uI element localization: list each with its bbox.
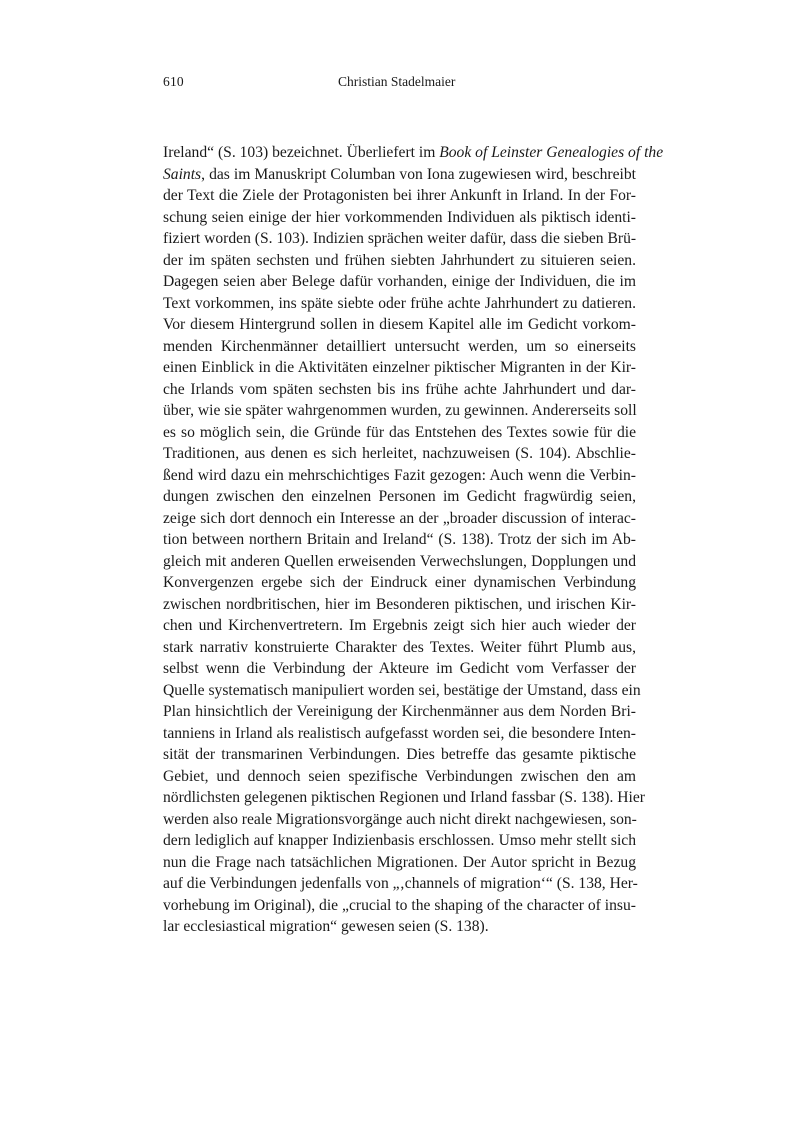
running-head-author: Christian Stadelmaier (338, 74, 456, 89)
text-line: che Irlands vom späten sechsten bis ins frühe achte Jahrhundert und dar- (163, 380, 636, 398)
text-line: Ireland“ (S. 103) bezeichnet. Überliefert im Book of Leinster Genealogies of the (163, 144, 664, 161)
text-line: sität der transmarinen Verbindungen. Dies betreffe das gesamte piktische (163, 746, 636, 763)
text-line: Text vorkommen, ins späte siebte oder frühe achte Jahrhundert zu datieren. (163, 294, 636, 312)
body-paragraph (163, 142, 664, 938)
text-line: nördlichsten gelegenen piktischen Regionen und Irland fassbar (S. 138). Hier (163, 789, 645, 806)
text-line: auf die Verbindungen jedenfalls von „‚channels of migration‘“ (S. 138, Her- (163, 875, 638, 892)
text-line: zwischen nordbritischen, hier im Besonderen piktischen, und irischen Kir- (163, 595, 636, 613)
text-line: menden Kirchenmänner detailliert untersucht werden, um so einerseits (163, 337, 636, 355)
text-line: nun die Frage nach tatsächlichen Migrationen. Der Autor spricht in Bezug (163, 853, 636, 871)
text-line: Traditionen, aus denen es sich herleitet, nachzuweisen (S. 104). Abschlie- (163, 445, 636, 462)
italic-title: Book of Leinster Genealogies of the (439, 144, 664, 161)
page-header (163, 74, 636, 94)
text-line: zeige sich dort dennoch ein Interesse an der „broader discussion of interac- (163, 509, 636, 527)
text-line: werden also reale Migrationsvorgänge auch nicht direkt nachgewiesen, son- (163, 810, 637, 828)
text-line: Saints, das im Manuskript Columban von Iona zugewiesen wird, beschreibt (163, 165, 636, 183)
text-line: tion between northern Britain and Ireland“ (S. 138). Trotz der sich im Ab- (163, 531, 636, 548)
text-line: dungen zwischen den einzelnen Personen im Gedicht fragwürdig seien, (163, 488, 636, 505)
page-number: 610 (163, 74, 184, 89)
text-line: stark narrativ konstruierte Charakter des Textes. Weiter führt Plumb aus, (163, 638, 636, 656)
text-line: Gebiet, und dennoch seien spezifische Verbindungen zwischen den am (163, 767, 636, 785)
text-line: chen und Kirchenvertretern. Im Ergebnis zeigt sich hier auch wieder der (163, 617, 636, 634)
text-line: es so möglich sein, die Gründe für das Entstehen des Textes sowie für die (163, 423, 636, 441)
text-line: selbst wenn die Verbindung der Akteure im Gedicht vom Verfasser der (163, 660, 636, 677)
text-line: ßend wird dazu ein mehrschichtiges Fazit gezogen: Auch wenn die Verbin- (163, 466, 636, 484)
text-line: Plan hinsichtlich der Vereinigung der Kirchenmänner aus dem Norden Bri- (163, 703, 636, 720)
text-line: über, wie sie später wahrgenommen wurden, zu gewinnen. Andererseits soll (163, 402, 637, 419)
text-line: der Text die Ziele der Protagonisten bei ihrer Ankunft in Irland. In der For- (163, 187, 636, 204)
text-line: einen Einblick in die Aktivitäten einzelner piktischer Migranten in der Kir- (163, 359, 636, 376)
italic-title: Saints (163, 165, 202, 183)
text-line: tanniens in Irland als realistisch aufgefasst worden sei, die besondere Inten- (163, 724, 636, 742)
text-line: fiziert worden (S. 103). Indizien sprächen weiter dafür, dass die sieben Brü- (163, 230, 637, 247)
text-line: vorhebung im Original), die „crucial to the shaping of the character of insu- (163, 896, 636, 914)
text-line: Dagegen seien aber Belege dafür vorhanden, einige der Individuen, die im (163, 273, 636, 290)
text-line: der im späten sechsten und frühen siebten Jahrhundert zu situieren seien. (163, 251, 636, 269)
text-line: Konvergenzen ergebe sich der Eindruck einer dynamischen Verbindung (163, 574, 636, 591)
text-line: schung seien einige der hier vorkommenden Individuen als piktisch identi- (163, 208, 636, 226)
text-line: Quelle systematisch manipuliert worden sei, bestätige der Umstand, dass ein (163, 681, 641, 699)
text-line: Vor diesem Hintergrund sollen in diesem Kapitel alle im Gedicht vorkom- (163, 316, 636, 333)
text-line: gleich mit anderen Quellen erweisenden Verwechslungen, Dopplungen und (163, 552, 636, 570)
text-line-last: lar ecclesiastical migration“ gewesen seien (S. 138). (163, 918, 489, 935)
text-line: dern lediglich auf knapper Indizienbasis erschlossen. Umso mehr stellt sich (163, 832, 636, 849)
